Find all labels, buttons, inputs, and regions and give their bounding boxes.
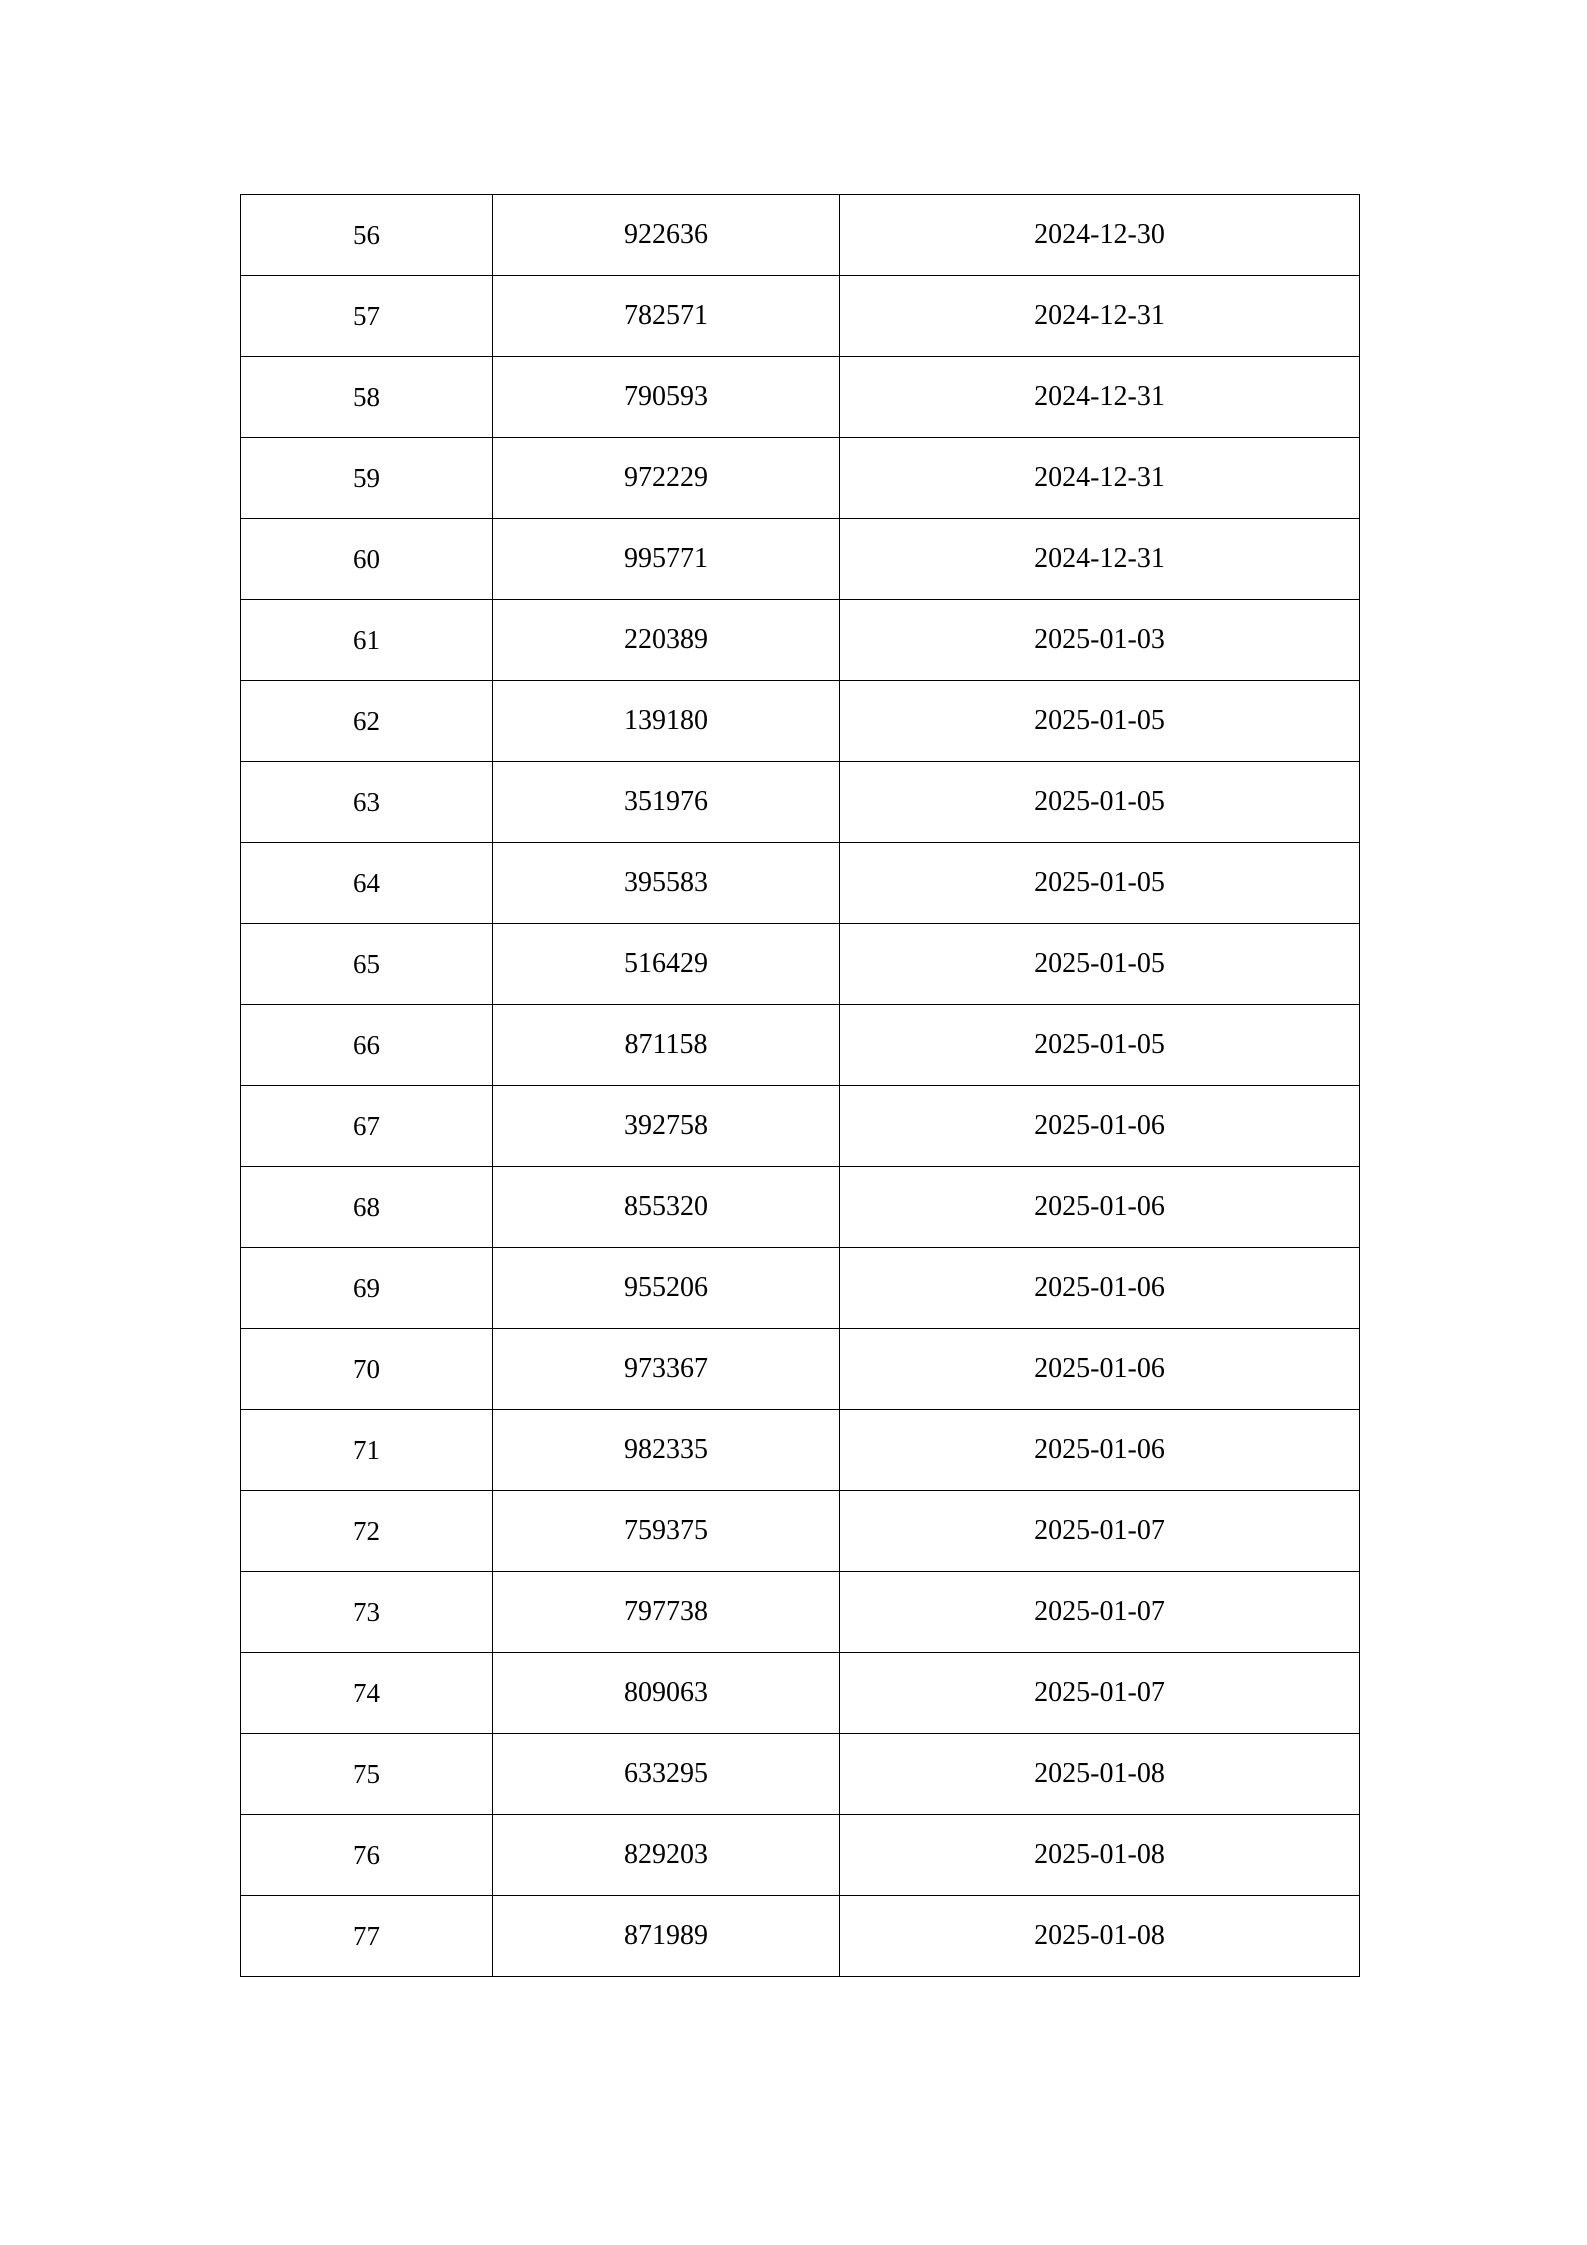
table-row: [241, 1653, 1360, 1734]
code-cell: 392758: [493, 1086, 840, 1167]
row-index-cell: 66: [241, 1005, 493, 1086]
code-cell: 220389: [493, 600, 840, 681]
date-cell: 2025-01-05: [840, 843, 1360, 924]
date-cell: 2024-12-31: [840, 438, 1360, 519]
date-cell: 2025-01-05: [840, 681, 1360, 762]
row-index-cell: 76: [241, 1815, 493, 1896]
row-index-cell: 56: [241, 195, 493, 276]
date-cell: 2025-01-08: [840, 1734, 1360, 1815]
date-cell: 2024-12-31: [840, 357, 1360, 438]
code-cell: 790593: [493, 357, 840, 438]
table-row: [241, 1410, 1360, 1491]
table-row: [241, 1815, 1360, 1896]
date-cell: 2025-01-06: [840, 1248, 1360, 1329]
row-index-cell: 62: [241, 681, 493, 762]
row-index-cell: 70: [241, 1329, 493, 1410]
code-cell: 759375: [493, 1491, 840, 1572]
table-row: [241, 357, 1360, 438]
table-row: [241, 924, 1360, 1005]
row-index-cell: 59: [241, 438, 493, 519]
table-row: [241, 1167, 1360, 1248]
date-cell: 2025-01-06: [840, 1167, 1360, 1248]
code-cell: 871989: [493, 1896, 840, 1977]
row-index-cell: 69: [241, 1248, 493, 1329]
code-cell: 351976: [493, 762, 840, 843]
date-cell: 2025-01-06: [840, 1410, 1360, 1491]
code-cell: 922636: [493, 195, 840, 276]
date-cell: 2025-01-08: [840, 1896, 1360, 1977]
code-cell: 633295: [493, 1734, 840, 1815]
row-index-cell: 65: [241, 924, 493, 1005]
row-index-cell: 58: [241, 357, 493, 438]
row-index-cell: 64: [241, 843, 493, 924]
date-cell: 2025-01-07: [840, 1572, 1360, 1653]
table-row: [241, 762, 1360, 843]
code-cell: 855320: [493, 1167, 840, 1248]
row-index-cell: 73: [241, 1572, 493, 1653]
table-row: [241, 1491, 1360, 1572]
row-index-cell: 61: [241, 600, 493, 681]
code-cell: 973367: [493, 1329, 840, 1410]
row-index-cell: 75: [241, 1734, 493, 1815]
table-row: [241, 1086, 1360, 1167]
code-cell: 982335: [493, 1410, 840, 1491]
table-row: [241, 1329, 1360, 1410]
date-cell: 2025-01-06: [840, 1329, 1360, 1410]
date-cell: 2024-12-31: [840, 276, 1360, 357]
code-cell: 395583: [493, 843, 840, 924]
code-cell: 782571: [493, 276, 840, 357]
row-index-cell: 60: [241, 519, 493, 600]
code-cell: 139180: [493, 681, 840, 762]
row-index-cell: 63: [241, 762, 493, 843]
table-row: [241, 519, 1360, 600]
row-index-cell: 67: [241, 1086, 493, 1167]
code-cell: 871158: [493, 1005, 840, 1086]
table-row: [241, 600, 1360, 681]
table-body: [241, 195, 1360, 1977]
code-cell: 955206: [493, 1248, 840, 1329]
data-table: [240, 194, 1360, 1977]
table-row: [241, 843, 1360, 924]
code-cell: 995771: [493, 519, 840, 600]
date-cell: 2025-01-07: [840, 1653, 1360, 1734]
row-index-cell: 74: [241, 1653, 493, 1734]
table-row: [241, 1734, 1360, 1815]
row-index-cell: 68: [241, 1167, 493, 1248]
table-row: [241, 1248, 1360, 1329]
code-cell: 829203: [493, 1815, 840, 1896]
date-cell: 2025-01-03: [840, 600, 1360, 681]
row-index-cell: 71: [241, 1410, 493, 1491]
code-cell: 972229: [493, 438, 840, 519]
row-index-cell: 77: [241, 1896, 493, 1977]
date-cell: 2025-01-05: [840, 1005, 1360, 1086]
date-cell: 2024-12-31: [840, 519, 1360, 600]
row-index-cell: 57: [241, 276, 493, 357]
date-cell: 2025-01-06: [840, 1086, 1360, 1167]
table-row: [241, 1572, 1360, 1653]
code-cell: 797738: [493, 1572, 840, 1653]
code-cell: 809063: [493, 1653, 840, 1734]
table-row: [241, 1896, 1360, 1977]
table-row: [241, 681, 1360, 762]
code-cell: 516429: [493, 924, 840, 1005]
date-cell: 2024-12-30: [840, 195, 1360, 276]
table-row: [241, 1005, 1360, 1086]
table-row: [241, 195, 1360, 276]
table-row: [241, 438, 1360, 519]
date-cell: 2025-01-05: [840, 762, 1360, 843]
date-cell: 2025-01-08: [840, 1815, 1360, 1896]
row-index-cell: 72: [241, 1491, 493, 1572]
date-cell: 2025-01-07: [840, 1491, 1360, 1572]
date-cell: 2025-01-05: [840, 924, 1360, 1005]
table-row: [241, 276, 1360, 357]
